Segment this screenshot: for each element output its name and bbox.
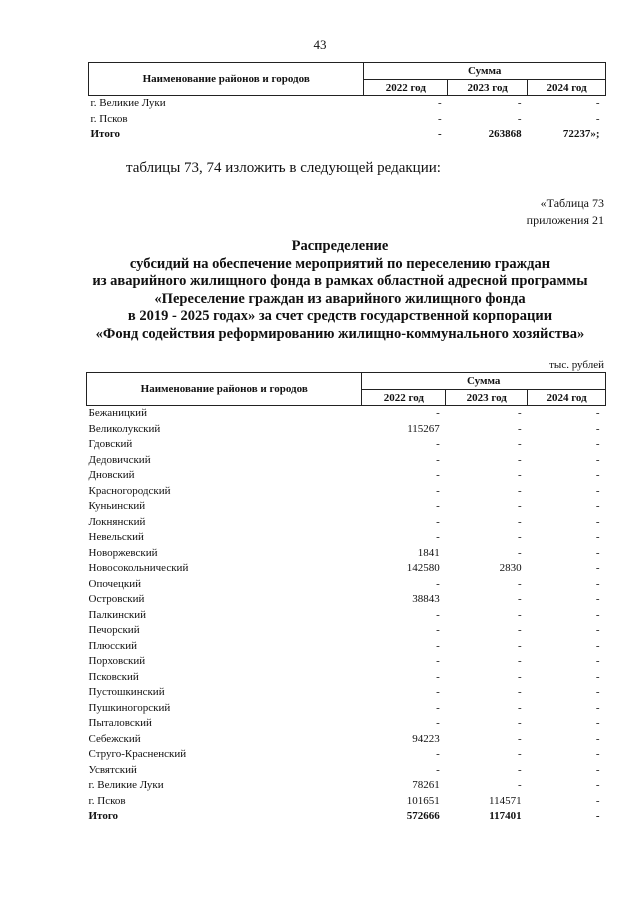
header-year: 2022 год [362, 390, 446, 406]
value-2023-cell: - [517, 97, 522, 109]
row-name-cell: г. Великие Луки [90, 97, 166, 109]
value-2024-cell: - [595, 701, 600, 714]
value-2023-cell: - [517, 531, 522, 543]
value-2022-cell: - [436, 686, 440, 698]
value-2022-cell: - [436, 701, 440, 714]
heading-line: субсидий на обеспечение мероприятий по переселению граждан [129, 255, 551, 272]
table-row [87, 763, 606, 779]
row-name-cell: Островский [88, 593, 145, 605]
table-row [87, 701, 606, 717]
value-2024-cell: - [595, 515, 600, 528]
row-name-cell: г. Псков [88, 794, 126, 807]
value-2024-cell: - [595, 97, 600, 109]
value-2022-cell: 1841 [417, 546, 440, 559]
value-2024-cell: - [595, 686, 600, 698]
value-2022-cell: - [436, 469, 440, 481]
value-2023-cell: - [517, 469, 522, 481]
value-2022-cell: - [436, 748, 440, 760]
table-row [87, 437, 606, 453]
table-row [87, 499, 606, 515]
value-2024-cell: - [595, 763, 600, 776]
value-2022-cell: - [436, 484, 440, 497]
row-name-cell: Бежаницкий [88, 407, 147, 419]
table-caption-ref [527, 195, 604, 229]
row-name-cell: г. Великие Луки [88, 779, 164, 791]
row-name-cell: Опочецкий [88, 577, 141, 590]
table-row [87, 654, 606, 670]
value-2024-cell: - [595, 112, 600, 125]
value-2024-cell: - [595, 748, 600, 760]
value-2024-cell: - [595, 484, 600, 497]
table-row [87, 670, 606, 686]
value-2023-cell: - [517, 407, 522, 419]
row-name-cell: Локнянский [88, 515, 146, 528]
value-2022-cell: - [436, 438, 440, 450]
header-year: 2023 год [448, 80, 528, 96]
value-2023-cell: - [517, 779, 522, 791]
value-2024-cell: - [595, 810, 600, 822]
value-2024-cell: - [595, 546, 600, 559]
value-2024-cell: - [595, 608, 600, 621]
value-2024-cell: - [595, 577, 600, 590]
table-total-row [87, 809, 606, 825]
table-row [87, 546, 606, 562]
row-name-cell: Дедовичский [88, 453, 151, 466]
table-row [87, 577, 606, 593]
row-name-cell: Пушкиногорский [88, 701, 171, 714]
value-2024-cell: - [595, 562, 600, 574]
value-2022-cell: - [436, 453, 440, 466]
heading-line: «Фонд содействия реформированию жилищно-коммунального хозяйства» [95, 325, 585, 342]
value-2022-cell: - [436, 577, 440, 590]
table-row [87, 747, 606, 763]
page-number: 43 [313, 37, 327, 52]
value-2024-cell: - [595, 732, 600, 745]
value-2023-cell: - [517, 748, 522, 760]
table-total-row [89, 127, 606, 143]
value-2024-cell: - [595, 438, 600, 450]
table-row [89, 96, 606, 112]
header-year: 2024 год [528, 390, 606, 406]
row-name-cell: Порховский [88, 655, 146, 667]
document-heading [60, 238, 620, 343]
value-2022-cell: - [436, 407, 440, 419]
header-name: Наименование районов и городов [87, 373, 362, 406]
value-2022-cell: - [436, 531, 440, 543]
top-table [88, 62, 606, 143]
heading-line: в 2019 - 2025 годах» за счет средств государственной корпорации [127, 308, 553, 324]
table-row [87, 453, 606, 469]
value-2022-cell: - [436, 655, 440, 667]
header-year: 2024 год [528, 80, 606, 96]
value-2024-cell: - [595, 655, 600, 667]
value-2023-cell: - [517, 763, 522, 776]
value-2022-cell: 94223 [412, 732, 440, 745]
value-2023-cell: 114571 [489, 794, 522, 807]
heading-line: «Переселение граждан из аварийного жилищного фонда [154, 290, 526, 307]
value-2023-cell: - [517, 546, 522, 559]
table-row [89, 112, 606, 128]
value-2023-cell: 263868 [488, 128, 522, 140]
value-2022-cell: - [436, 608, 440, 621]
header-sum: Сумма [362, 373, 606, 390]
instruction-text: таблицы 73, 74 изложить в следующей редакции: [126, 160, 441, 176]
header-name: Наименование районов и городов [89, 63, 364, 96]
value-2023-cell: - [517, 670, 522, 683]
value-2022-cell: 78261 [412, 779, 440, 791]
row-name-cell: Итого [90, 128, 121, 140]
row-name-cell: Дновский [88, 469, 135, 481]
value-2023-cell: - [517, 422, 522, 435]
value-2024-cell: - [595, 794, 600, 807]
header-year: 2022 год [364, 80, 448, 96]
table-row [87, 623, 606, 639]
value-2023-cell: - [517, 701, 522, 714]
table-row [87, 468, 606, 484]
value-2022-cell: - [436, 717, 440, 729]
row-name-cell: Гдовский [88, 438, 133, 450]
value-2023-cell: - [517, 438, 522, 450]
row-name-cell: Печорский [88, 624, 140, 636]
caption-line: приложения 21 [526, 213, 604, 227]
value-2024-cell: - [595, 453, 600, 466]
value-2023-cell: - [517, 732, 522, 745]
row-name-cell: Пустошкинский [88, 686, 165, 698]
value-2024-cell: - [595, 624, 600, 636]
value-2023-cell: - [517, 577, 522, 590]
value-2024-cell: - [595, 469, 600, 481]
value-2024-cell: - [595, 422, 600, 435]
row-name-cell: Псковский [88, 670, 139, 683]
value-2023-cell: - [517, 515, 522, 528]
value-2022-cell: - [436, 670, 440, 683]
value-2024-cell: - [595, 779, 600, 791]
row-name-cell: Струго-Красненский [88, 748, 187, 760]
row-name-cell: Куньинский [88, 500, 146, 512]
value-2022-cell: 572666 [406, 810, 440, 822]
table-row [87, 732, 606, 748]
value-2022-cell: - [438, 97, 442, 109]
value-2023-cell: - [517, 624, 522, 636]
caption-line: «Таблица 73 [540, 196, 604, 210]
value-2024-cell: - [595, 593, 600, 605]
value-2023-cell: - [517, 608, 522, 621]
header-sum: Сумма [364, 63, 606, 80]
table-row [87, 406, 606, 422]
row-name-cell: Невельский [88, 531, 144, 543]
value-2023-cell: - [517, 112, 522, 125]
value-2023-cell: - [517, 639, 522, 652]
table-row [87, 530, 606, 546]
value-2023-cell: - [517, 500, 522, 512]
table-row [87, 422, 606, 438]
value-2022-cell: - [438, 128, 442, 140]
value-2024-cell: - [595, 670, 600, 683]
value-2022-cell: - [436, 500, 440, 512]
row-name-cell: Великолукский [88, 422, 161, 435]
row-name-cell: г. Псков [90, 112, 128, 125]
row-name-cell: Новоржевский [88, 546, 158, 559]
table-row [87, 592, 606, 608]
value-2022-cell: - [436, 763, 440, 776]
value-2024-cell: 72237»; [562, 128, 600, 140]
value-2023-cell: - [517, 453, 522, 466]
row-name-cell: Красногородский [88, 484, 171, 497]
value-2023-cell: - [517, 484, 522, 497]
value-2024-cell: - [595, 407, 600, 419]
value-2023-cell: - [517, 593, 522, 605]
value-2023-cell: - [517, 686, 522, 698]
table-row [87, 778, 606, 794]
value-2023-cell: - [517, 717, 522, 729]
table-row [87, 515, 606, 531]
table-row [87, 639, 606, 655]
table-row [87, 685, 606, 701]
row-name-cell: Усвятский [88, 763, 137, 776]
heading-line: Распределение [291, 238, 389, 254]
value-2022-cell: - [436, 639, 440, 652]
value-2024-cell: - [595, 531, 600, 543]
value-2023-cell: 117401 [489, 810, 522, 822]
value-2024-cell: - [595, 639, 600, 652]
row-name-cell: Себежский [88, 732, 141, 745]
main-table [86, 372, 606, 825]
value-2022-cell: 115267 [407, 422, 440, 435]
unit-label: тыс. рублей [549, 359, 604, 371]
row-name-cell: Пыталовский [88, 717, 152, 729]
value-2022-cell: - [436, 624, 440, 636]
value-2022-cell: - [438, 112, 442, 125]
table-row [87, 561, 606, 577]
row-name-cell: Плюсский [88, 639, 138, 652]
value-2024-cell: - [595, 717, 600, 729]
row-name-cell: Новосокольнический [88, 562, 189, 574]
header-year: 2023 год [446, 390, 528, 406]
row-name-cell: Итого [88, 810, 119, 822]
value-2022-cell: 142580 [406, 562, 440, 574]
value-2023-cell: - [517, 655, 522, 667]
table-row [87, 716, 606, 732]
row-name-cell: Палкинский [88, 608, 147, 621]
main-table-body [87, 406, 606, 825]
value-2022-cell: 101651 [406, 794, 440, 807]
value-2022-cell: - [436, 515, 440, 528]
table-row [87, 608, 606, 624]
value-2023-cell: 2830 [499, 562, 522, 574]
value-2024-cell: - [595, 500, 600, 512]
top-table-body [89, 96, 606, 143]
table-row [87, 484, 606, 500]
value-2022-cell: 38843 [412, 593, 440, 605]
table-row [87, 794, 606, 810]
heading-line: из аварийного жилищного фонда в рамках областной адресной программы [92, 273, 588, 289]
